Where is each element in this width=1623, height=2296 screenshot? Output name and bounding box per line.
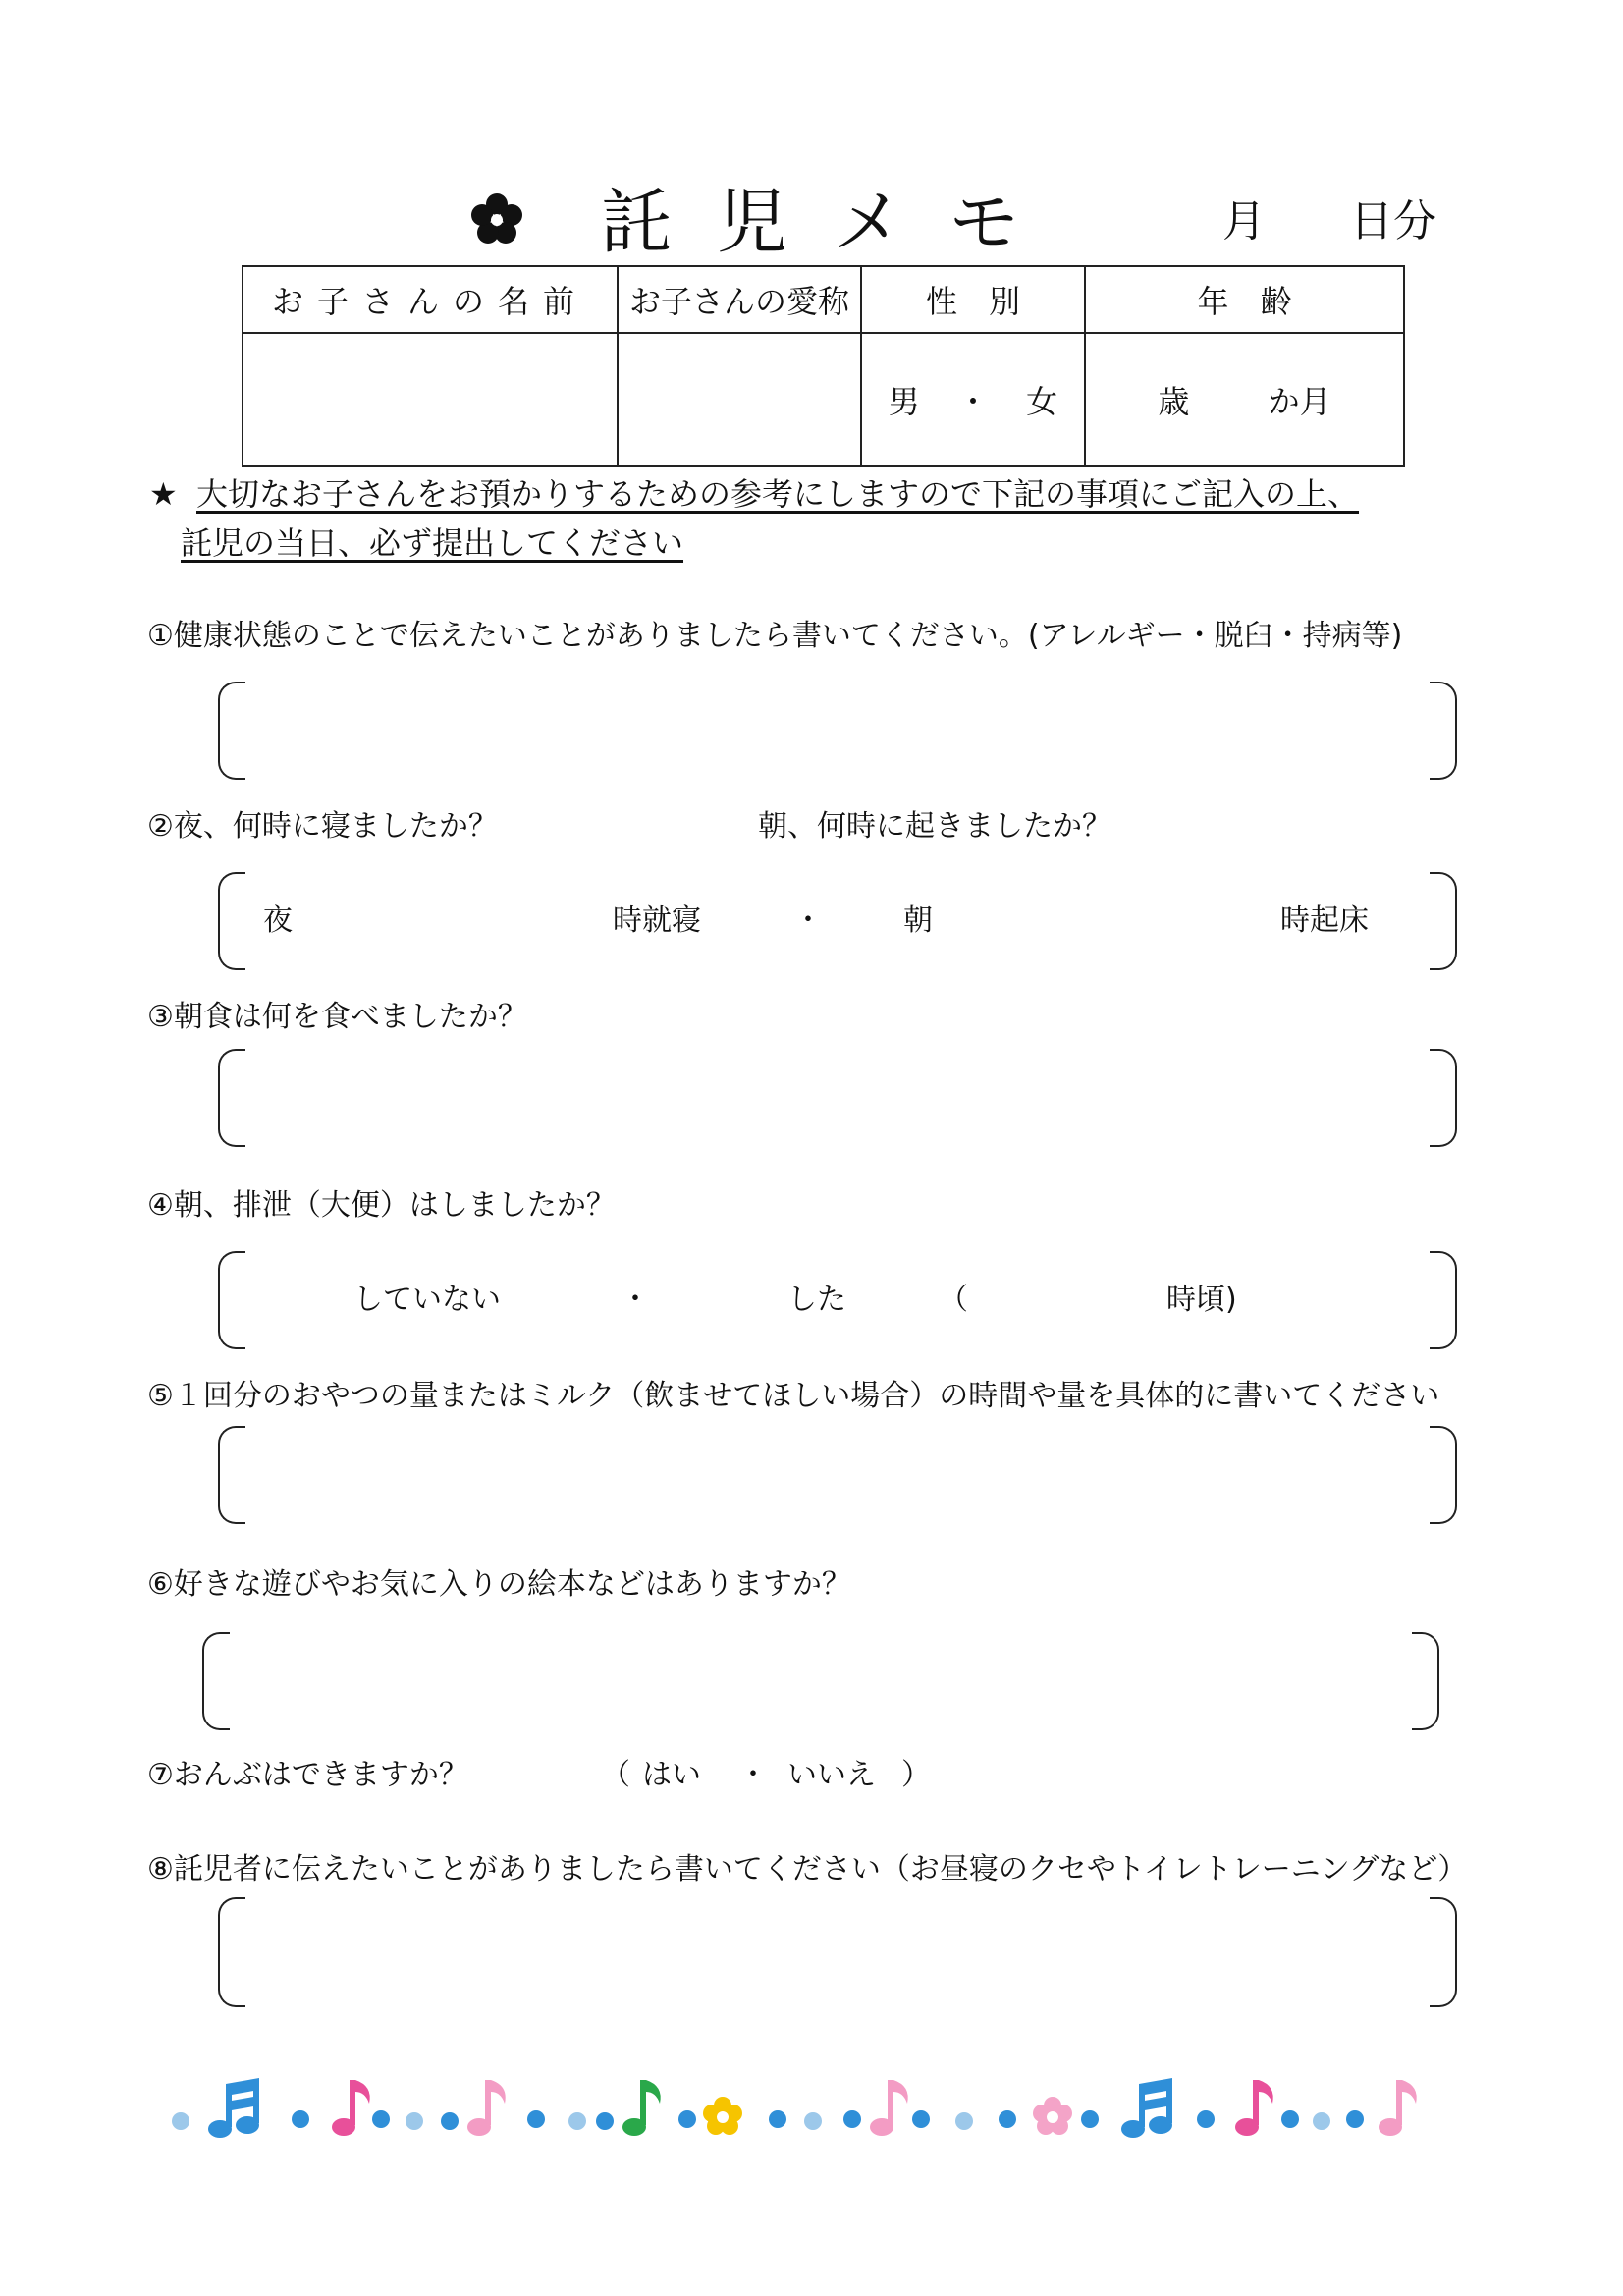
answer-3-bracket-left	[218, 1049, 245, 1147]
flower-icon	[703, 2097, 742, 2135]
night-label: 夜	[263, 903, 293, 938]
answer-2-bracket-right	[1430, 872, 1457, 970]
age-years-unit: 歳	[1158, 383, 1190, 420]
date-day-label: 日分	[1350, 196, 1436, 246]
music-note-icon	[467, 2080, 506, 2136]
age-months-unit: か月	[1268, 383, 1331, 420]
music-note-icon	[1235, 2080, 1273, 2136]
gender-male-option[interactable]: 男	[888, 383, 920, 420]
answer-8-bracket-left	[218, 1897, 245, 2007]
music-note-icon	[332, 2080, 370, 2136]
wakeup-label: 時起床	[1280, 903, 1369, 938]
page-title: 託児メモ	[601, 181, 1065, 263]
beamed-note-icon	[208, 2078, 259, 2138]
notice-line-2: 託児の当日、必ず提出してください	[181, 524, 684, 562]
answer-5-bracket-right	[1430, 1426, 1457, 1524]
question-4: ④朝、排泄（大便）はしましたか？	[147, 1188, 616, 1223]
piggyback-yes-option[interactable]: はい	[642, 1758, 701, 1792]
question-3: ③朝食は何を食べましたか？	[147, 1000, 527, 1034]
answer-6-field[interactable]	[230, 1632, 1412, 1728]
answer-1-field[interactable]	[245, 682, 1430, 778]
question-8: ⑧託児者に伝えたいことがありましたら書いてください（お昼寝のクセやトイレトレーニングなど）	[147, 1852, 1468, 1886]
q2-separator: ・	[793, 903, 823, 938]
notice-line-1: 大切なお子さんをお預かりするための参考にしますので下記の事項にご記入の上、	[196, 475, 1360, 513]
music-note-icon	[870, 2080, 908, 2136]
answer-8-field[interactable]	[245, 1897, 1430, 2005]
child-info-table	[242, 265, 1405, 467]
beamed-note-icon	[1121, 2078, 1172, 2138]
flower-icon	[1033, 2097, 1072, 2135]
bowel-yes-option[interactable]: した	[787, 1283, 846, 1317]
answer-2-bracket-left	[218, 872, 245, 970]
flower-icon	[469, 192, 524, 247]
question-6: ⑥好きな遊びやお気に入りの絵本などはありますか？	[147, 1567, 851, 1602]
answer-4-bracket-left	[218, 1251, 245, 1349]
answer-8-bracket-right	[1430, 1897, 1457, 2007]
answer-1-bracket-left	[218, 682, 245, 780]
answer-3-field[interactable]	[245, 1049, 1430, 1145]
answer-1-bracket-right	[1430, 682, 1457, 780]
question-5: ⑤１回分のおやつの量またはミルク（飲ませてほしい場合）の時間や量を具体的に書いてください	[147, 1379, 1440, 1413]
piggyback-no-option[interactable]: いいえ	[787, 1758, 876, 1792]
q7-separator: ・	[738, 1758, 768, 1792]
question-2-night: ②夜、何時に寝ましたか？	[147, 809, 498, 844]
q7-open-paren: （	[601, 1758, 630, 1792]
answer-4-bracket-right	[1430, 1251, 1457, 1349]
header-gender: 性 別	[861, 266, 1085, 333]
q7-close-paren: ）	[901, 1758, 931, 1792]
bowel-time-label: 時頃)	[1166, 1283, 1237, 1317]
header-child-name: お子さんの名前	[243, 266, 618, 333]
header-child-nickname: お子さんの愛称	[618, 266, 861, 333]
child-nickname-field[interactable]	[618, 333, 861, 466]
child-name-field[interactable]	[243, 333, 618, 466]
gender-separator: ・	[956, 383, 989, 420]
answer-3-bracket-right	[1430, 1049, 1457, 1147]
star-icon: ★	[149, 475, 178, 513]
header-age: 年 齢	[1085, 266, 1404, 333]
bedtime-label: 時就寝	[613, 903, 701, 938]
answer-6-bracket-right	[1412, 1632, 1439, 1730]
music-note-icon	[622, 2080, 661, 2136]
bowel-no-option[interactable]: していない	[353, 1283, 501, 1317]
date-month-label: 月	[1222, 196, 1266, 246]
music-decoration-border	[157, 2062, 1473, 2151]
question-2-morning: 朝、何時に起きましたか？	[758, 809, 1111, 844]
morning-label: 朝	[903, 903, 933, 938]
answer-6-bracket-left	[202, 1632, 230, 1730]
q4-separator: ・	[621, 1283, 650, 1317]
answer-5-bracket-left	[218, 1426, 245, 1524]
gender-field[interactable]	[861, 333, 1085, 466]
answer-5-field[interactable]	[245, 1426, 1430, 1522]
notice	[149, 469, 1359, 568]
age-field[interactable]	[1085, 333, 1404, 466]
question-7: ⑦おんぶはできますか？	[147, 1758, 468, 1792]
question-1: ①健康状態のことで伝えたいことがありましたら書いてください。(アレルギー・脱臼・持病等)	[147, 619, 1403, 653]
music-note-icon	[1379, 2080, 1417, 2136]
q4-open-paren: （	[939, 1283, 968, 1317]
gender-female-option[interactable]: 女	[1026, 383, 1058, 420]
